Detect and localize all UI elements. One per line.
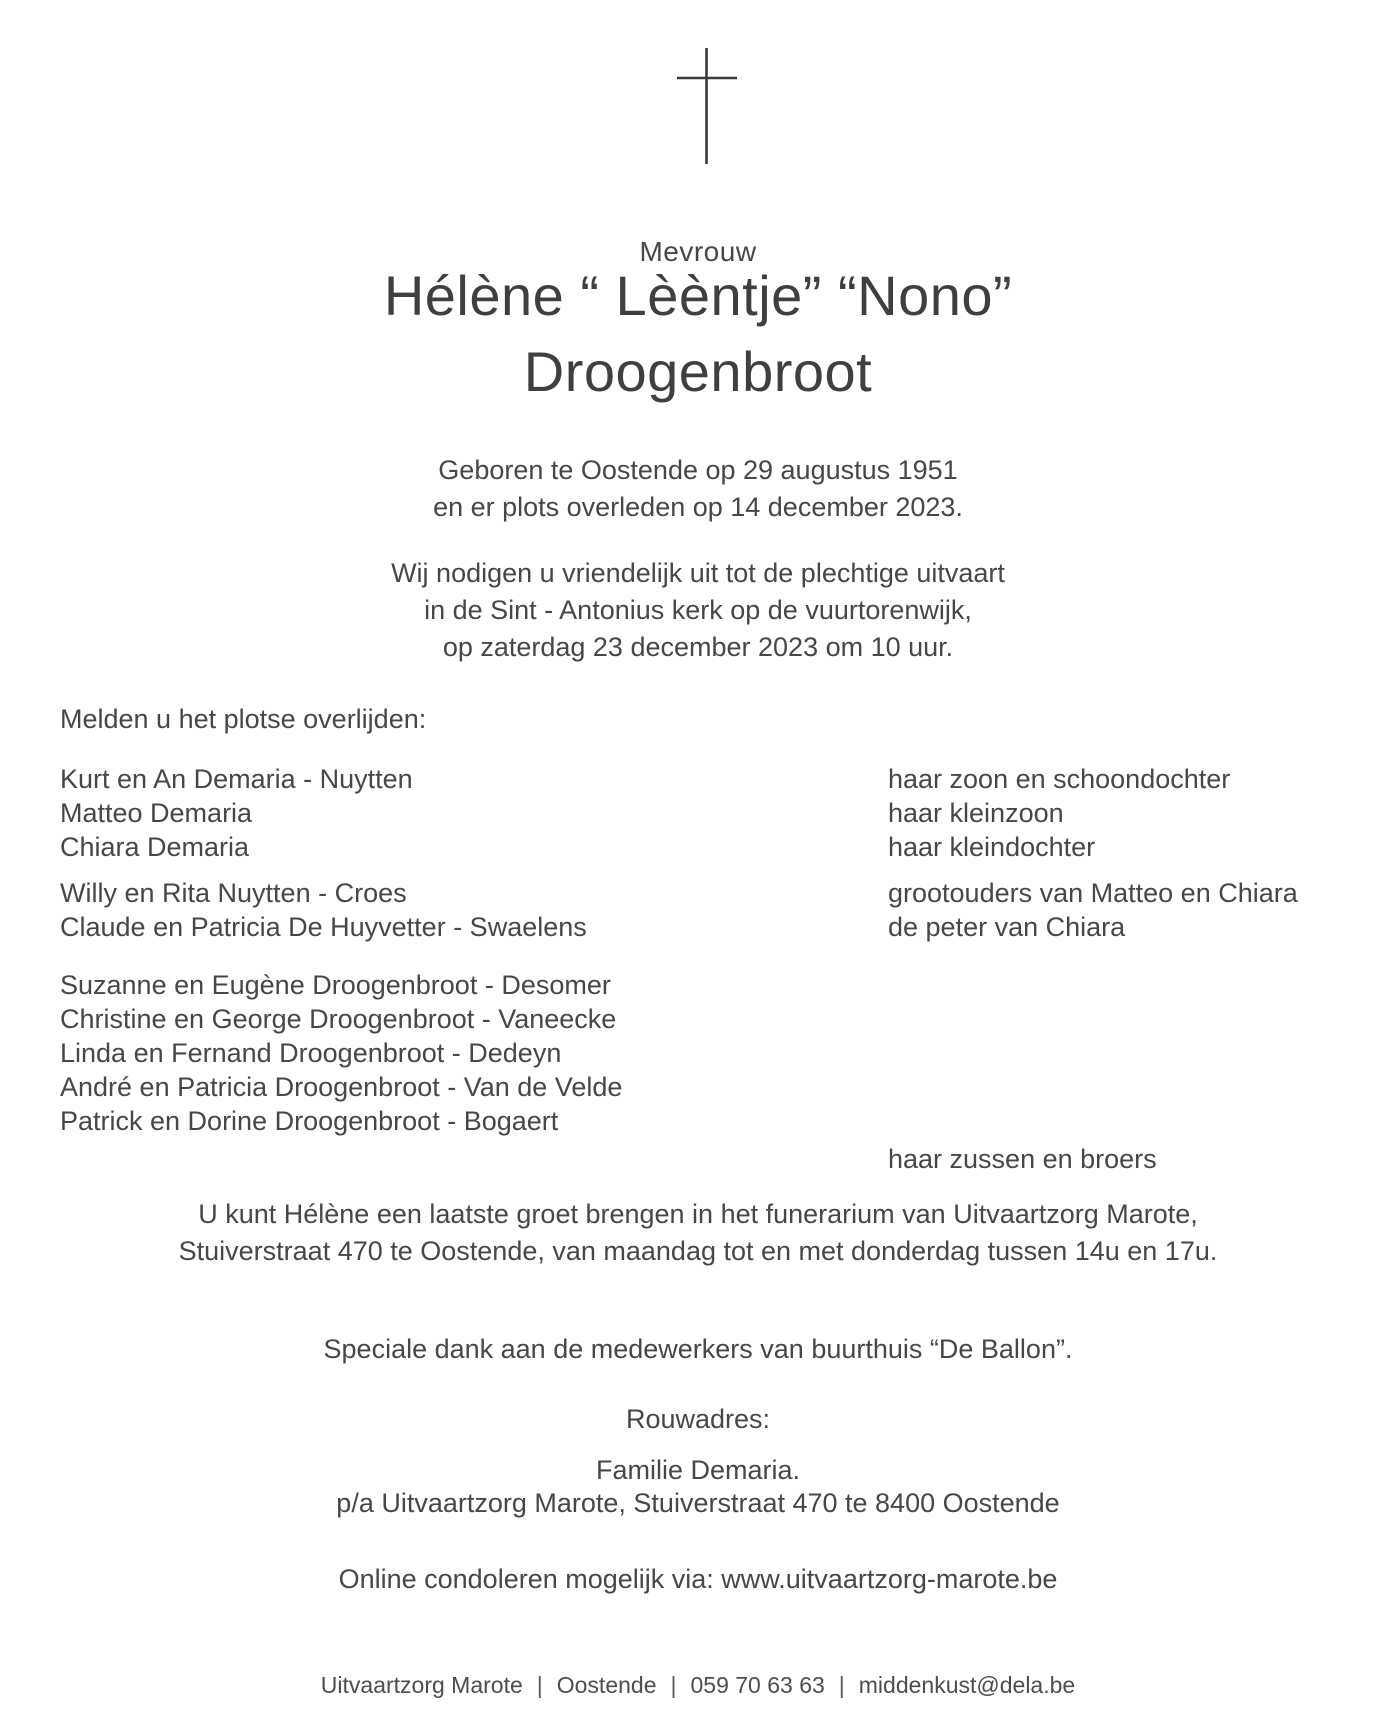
family-row — [0, 1070, 1396, 1104]
family-member: Matteo Demaria — [60, 798, 253, 828]
mourning-address — [0, 1454, 1396, 1520]
family-group-children — [0, 762, 1396, 864]
visitation-info — [0, 1196, 1396, 1270]
announcement-intro: Melden u het plotse overlijden: — [60, 704, 427, 734]
family-member — [60, 1142, 888, 1176]
family-member: Linda en Fernand Droogenbroot - Dedeyn — [60, 1038, 562, 1068]
family-member: Chiara Demaria — [60, 832, 250, 862]
family-row — [0, 876, 1396, 910]
family-relation: haar kleindochter — [888, 832, 1096, 862]
footer-separator: | — [536, 1672, 543, 1698]
family-row — [0, 968, 1396, 1002]
family-member: Willy en Rita Nuytten - Croes — [60, 878, 407, 908]
family-group-siblings-label — [0, 1142, 1396, 1176]
family-group-siblings — [0, 968, 1396, 1138]
family-row — [0, 796, 1396, 830]
family-member: Patrick en Dorine Droogenbroot - Bogaert — [60, 1106, 559, 1136]
family-row — [0, 830, 1396, 864]
family-relation: grootouders van Matteo en Chiara — [888, 878, 1298, 908]
footer-separator: | — [838, 1672, 845, 1698]
group-spacer — [0, 864, 1396, 876]
life-dates — [0, 452, 1396, 526]
family-relation: de peter van Chiara — [888, 912, 1126, 942]
family-relation — [888, 1070, 1396, 1104]
deceased-name — [0, 258, 1396, 410]
group-spacer — [0, 944, 1396, 968]
salutation: Mevrouw — [639, 236, 757, 267]
family-relation — [888, 1002, 1396, 1036]
visitation-line2: Stuiverstraat 470 te Oostende, van maandag tot en met donderdag tussen 14u en 17u. — [178, 1236, 1218, 1266]
family-member: André en Patricia Droogenbroot - Van de Velde — [60, 1072, 623, 1102]
birth-line: Geboren te Oostende op 29 augustus 1951 — [438, 455, 958, 485]
special-thanks: Speciale dank aan de medewerkers van buurthuis “De Ballon”. — [323, 1334, 1073, 1364]
family-row — [0, 1142, 1396, 1176]
family-member: Kurt en An Demaria - Nuytten — [60, 764, 413, 794]
family-relation: haar zussen en broers — [888, 1144, 1157, 1174]
family-member: Christine en George Droogenbroot - Vaneecke — [60, 1004, 617, 1034]
visitation-line1: U kunt Hélène een laatste groet brengen in het funerarium van Uitvaartzorg Marote, — [198, 1199, 1198, 1229]
family-list — [0, 762, 1396, 1176]
invitation-line2: in de Sint - Antonius kerk op de vuurtorenwijk, — [424, 595, 972, 625]
deceased-name-line1: Hélène “ Lèèntje” “Nono” — [383, 264, 1013, 327]
mourning-address-street: p/a Uitvaartzorg Marote, Stuiverstraat 470 te 8400 Oostende — [336, 1488, 1060, 1518]
family-relation: haar zoon en schoondochter — [888, 764, 1231, 794]
funeral-invitation — [0, 555, 1396, 666]
family-member: Claude en Patricia De Huyvetter - Swaelens — [60, 912, 587, 942]
funeral-home-footer — [0, 1672, 1396, 1699]
family-member: Suzanne en Eugène Droogenbroot - Desomer — [60, 970, 611, 1000]
footer-phone: 059 70 63 63 — [690, 1672, 825, 1698]
family-row — [0, 1036, 1396, 1070]
family-relation — [888, 1104, 1396, 1138]
footer-city: Oostende — [556, 1672, 657, 1698]
mourning-address-family: Familie Demaria. — [595, 1455, 801, 1485]
family-relation — [888, 968, 1396, 1002]
family-relation: haar kleinzoon — [888, 798, 1064, 828]
family-row — [0, 762, 1396, 796]
death-line: en er plots overleden op 14 december 2023. — [433, 492, 963, 522]
family-row — [0, 1002, 1396, 1036]
family-row — [0, 910, 1396, 944]
invitation-line1: Wij nodigen u vriendelijk uit tot de plechtige uitvaart — [391, 558, 1005, 588]
online-condolences: Online condoleren mogelijk via: www.uitvaartzorg-marote.be — [338, 1564, 1058, 1594]
family-relation — [888, 1036, 1396, 1070]
mourning-address-label: Rouwadres: — [625, 1404, 771, 1434]
deceased-name-line2: Droogenbroot — [523, 340, 873, 403]
family-row — [0, 1104, 1396, 1138]
invitation-line3: op zaterdag 23 december 2023 om 10 uur. — [442, 632, 954, 662]
family-group-grandparents — [0, 876, 1396, 944]
christian-cross-icon — [675, 46, 739, 168]
footer-separator: | — [670, 1672, 677, 1698]
footer-company: Uitvaartzorg Marote — [320, 1672, 523, 1698]
footer-email: middenkust@dela.be — [858, 1672, 1076, 1698]
